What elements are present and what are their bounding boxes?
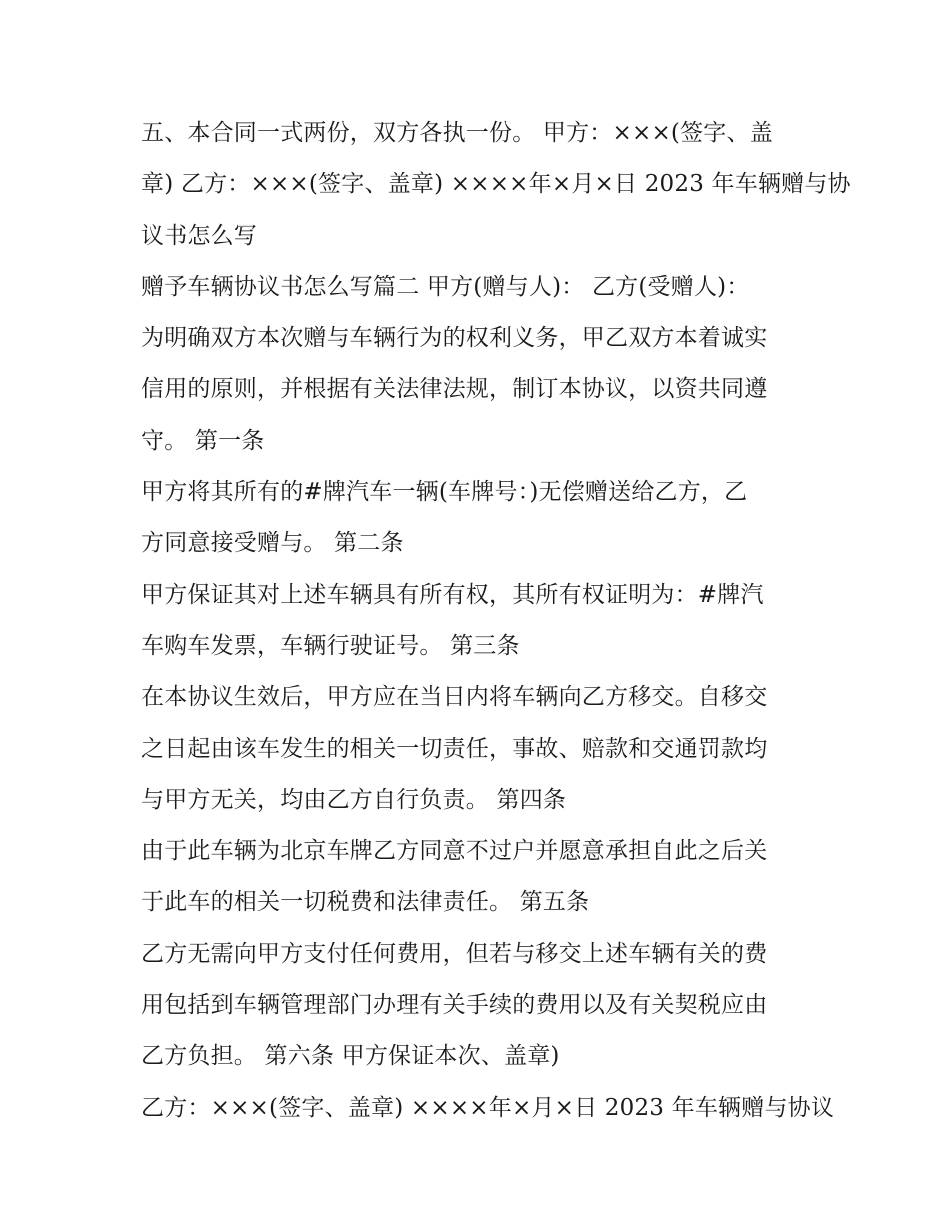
document-body xyxy=(141,108,851,1134)
text-line: 由于此车辆为北京车牌乙方同意不过户并愿意承担自此之后关 xyxy=(141,838,768,865)
text-line: 章) 乙方：×××(签字、盖章) ××××年×月×日 2023 年车辆赠与协 xyxy=(141,171,851,198)
text-line: 之日起由该车发生的相关一切责任，事故、赔款和交通罚款均 xyxy=(141,735,768,762)
text-line: 在本协议生效后，甲方应在当日内将车辆向乙方移交。自移交 xyxy=(141,684,768,711)
text-line: 信用的原则，并根据有关法律法规，制订本协议，以资共同遵 xyxy=(141,376,768,403)
text-line: 与甲方无关，均由乙方自行负责。 第四条 xyxy=(141,786,567,813)
text-line: 于此车的相关一切税费和法律责任。 第五条 xyxy=(141,889,590,916)
text-line: 方同意接受赠与。 第二条 xyxy=(141,530,404,557)
text-line: 车购车发票，车辆行驶证号。 第三条 xyxy=(141,632,520,659)
text-line: 用包括到车辆管理部门办理有关手续的费用以及有关契税应由 xyxy=(141,992,768,1019)
text-line: 为明确双方本次赠与车辆行为的权利义务，甲乙双方本着诚实 xyxy=(141,325,768,352)
text-line: 乙方负担。 第六条 甲方保证本次、盖章) xyxy=(141,1043,560,1070)
text-line: 议书怎么写 xyxy=(141,222,257,249)
text-line: 五、本合同一式两份，双方各执一份。 甲方：×××(签字、盖 xyxy=(141,120,773,146)
text-line: 甲方保证其对上述车辆具有所有权，其所有权证明为：#牌汽 xyxy=(141,581,764,608)
text-line: 甲方将其所有的#牌汽车一辆(车牌号：)无偿赠送给乙方，乙 xyxy=(141,479,748,506)
text-line: 守。 第一条 xyxy=(141,427,265,454)
text-line: 乙方：×××(签字、盖章) ××××年×月×日 2023 年车辆赠与协议 xyxy=(141,1094,835,1121)
text-line: 乙方无需向甲方支付任何费用，但若与移交上述车辆有关的费 xyxy=(141,940,768,967)
text-line: 赠予车辆协议书怎么写篇二 甲方(赠与人)： 乙方(受赠人)： xyxy=(141,273,750,300)
